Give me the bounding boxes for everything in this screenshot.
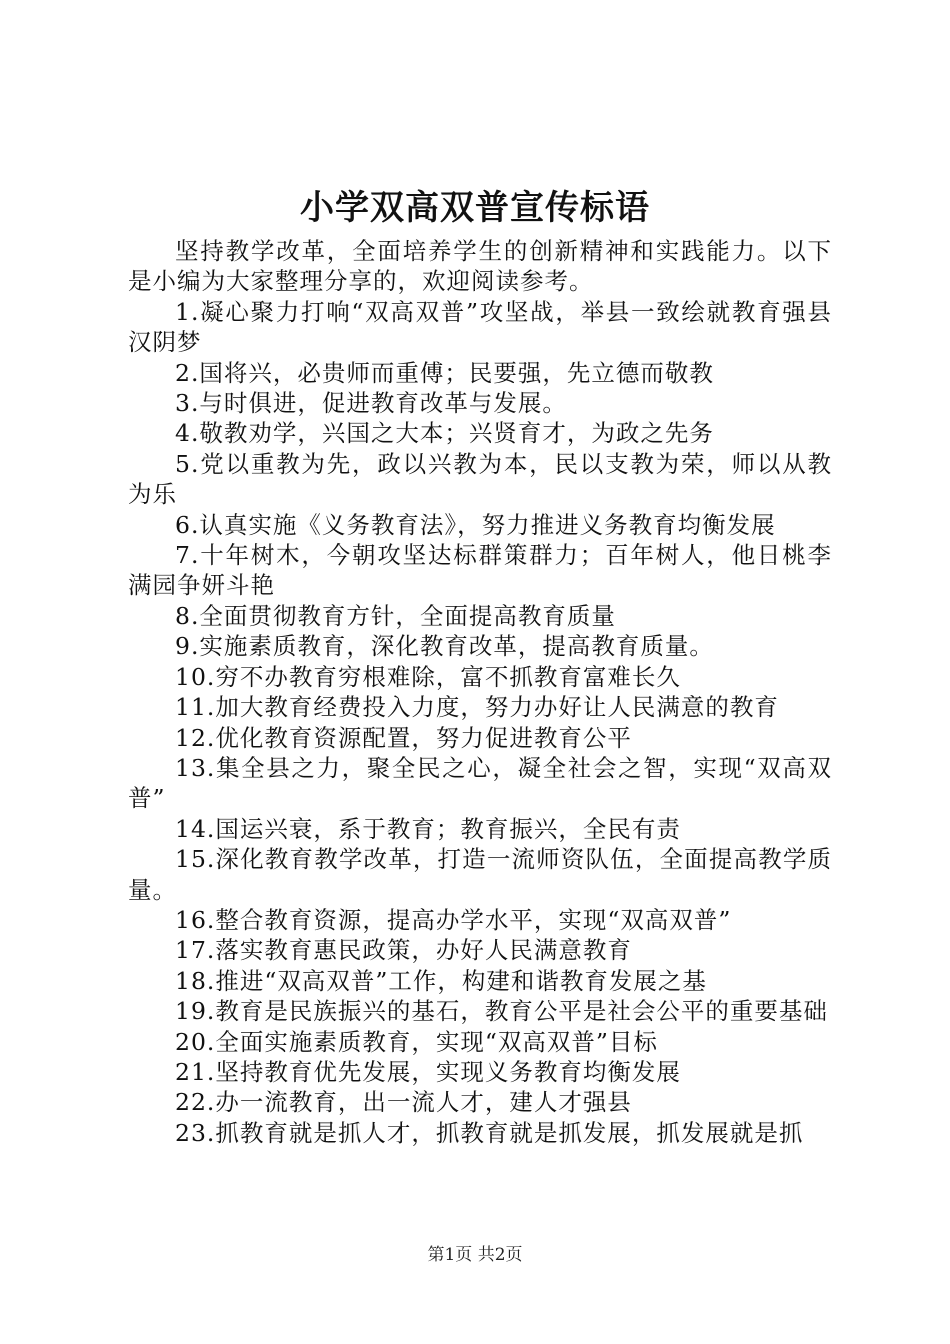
slogan-item: 20.全面实施素质教育，实现“双高双普”目标 xyxy=(175,1027,658,1056)
document-title: 小学双高双普宣传标语 xyxy=(300,188,650,228)
slogan-item: 12.优化教育资源配置，努力促进教育公平 xyxy=(175,723,632,752)
document-body xyxy=(128,236,832,1148)
slogan-item: 13.集全县之力，聚全民之心，凝全社会之智，实现“双高双普” xyxy=(128,753,832,813)
slogan-item: 18.推进“双高双普”工作，构建和谐教育发展之基 xyxy=(175,966,707,995)
slogan-item: 16.整合教育资源，提高办学水平，实现“双高双普” xyxy=(175,905,732,934)
page-number-footer: 第1页 共2页 xyxy=(427,1245,523,1265)
slogan-item: 7.十年树木，今朝攻坚达标群策群力；百年树人，他日桃李满园争妍斗艳 xyxy=(128,541,832,600)
slogan-item: 1.凝心聚力打响“双高双普”攻坚战，举县一致绘就教育强县汉阴梦 xyxy=(128,297,832,357)
slogan-item: 15.深化教育教学改革，打造一流师资队伍，全面提高教学质量。 xyxy=(128,845,832,904)
slogan-item: 3.与时俱进，促进教育改革与发展。 xyxy=(175,389,567,418)
slogan-item: 2.国将兴，必贵师而重傅；民要强，先立德而敬教 xyxy=(175,358,714,387)
slogan-item: 8.全面贯彻教育方针，全面提高教育质量 xyxy=(175,601,616,630)
slogan-item: 10.穷不办教育穷根难除，富不抓教育富难长久 xyxy=(175,662,681,691)
intro-paragraph: 坚持教学改革，全面培养学生的创新精神和实践能力。以下是小编为大家整理分享的，欢迎阅读参考。 xyxy=(128,237,832,296)
slogan-item: 5.党以重教为先，政以兴教为本，民以支教为荣，师以从教为乐 xyxy=(128,449,832,509)
slogan-item: 4.敬教劝学，兴国之大本；兴贤育才，为政之先务 xyxy=(175,419,714,448)
slogan-item: 17.落实教育惠民政策，办好人民满意教育 xyxy=(175,936,632,965)
slogan-list xyxy=(128,297,832,1148)
slogan-item: 6.认真实施《义务教育法》，努力推进义务教育均衡发展 xyxy=(175,510,776,539)
slogan-item: 21.坚持教育优先发展，实现义务教育均衡发展 xyxy=(175,1057,681,1086)
slogan-item: 23.抓教育就是抓人才，抓教育就是抓发展，抓发展就是抓 xyxy=(175,1118,804,1147)
slogan-item: 9.实施素质教育，深化教育改革，提高教育质量。 xyxy=(175,632,714,661)
slogan-item: 14.国运兴衰，系于教育；教育振兴，全民有责 xyxy=(175,814,681,843)
slogan-item: 11.加大教育经费投入力度，努力办好让人民满意的教育 xyxy=(175,693,779,722)
slogan-item: 22.办一流教育，出一流人才，建人才强县 xyxy=(175,1088,632,1117)
slogan-item: 19.教育是民族振兴的基石，教育公平是社会公平的重要基础 xyxy=(175,997,828,1026)
